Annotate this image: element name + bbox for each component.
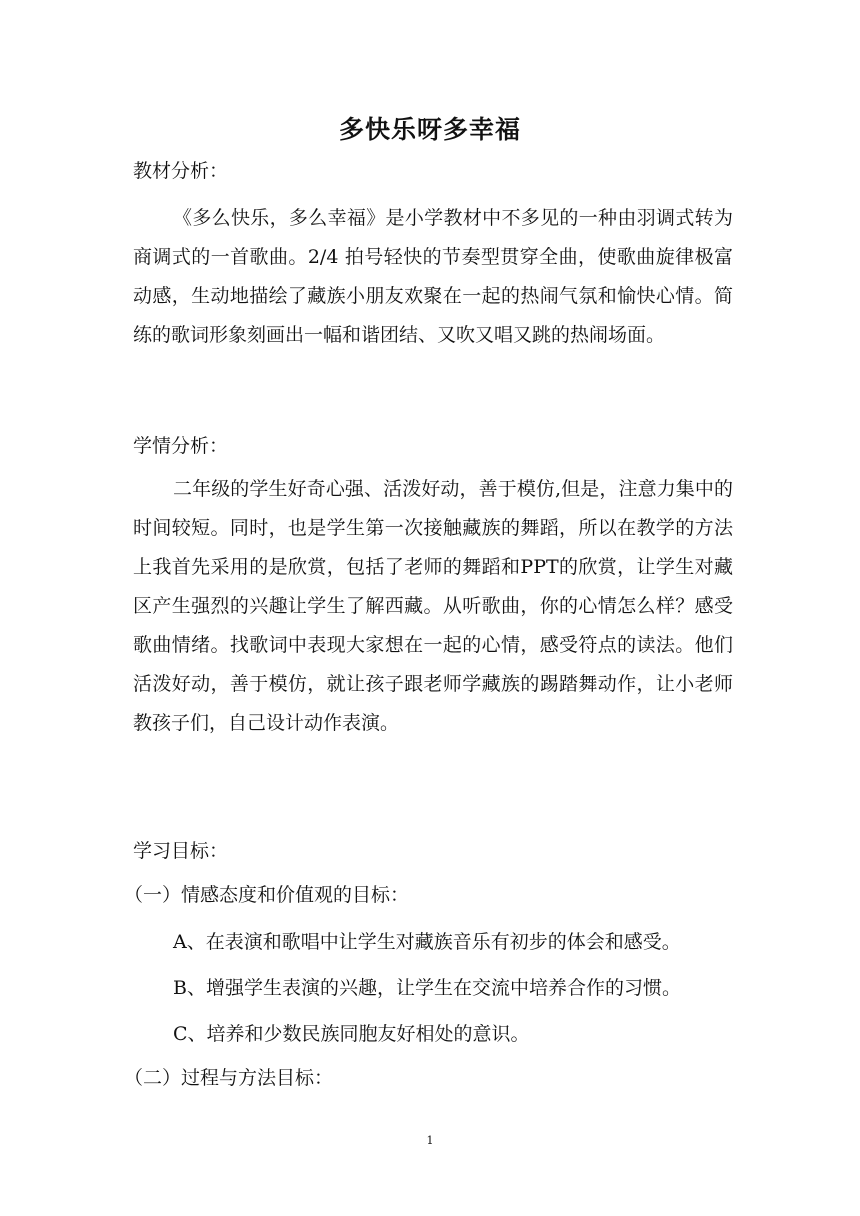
goal-subheading-2: （二）过程与方法目标： xyxy=(124,1067,334,1089)
heading-learning-goals: 学习目标： xyxy=(133,840,229,862)
heading-student-analysis: 学情分析： xyxy=(133,435,229,457)
heading-material-analysis: 教材分析： xyxy=(133,160,229,182)
paragraph-material-analysis: 《多么快乐，多么幸福》是小学教材中不多见的一种由羽调式转为商调式的一首歌曲。2/4 拍号轻快的节奏型贯穿全曲，使歌曲旋律极富动感，生动地描绘了藏族小朋友欢聚在一起的热闹气氛和愉快心情。简练的歌词形象刻画出一幅和谐团结、又吹又唱又跳的热闹场面。 xyxy=(133,207,733,346)
goal-item-b: B、增强学生表演的兴趣，让学生在交流中培养合作的习惯。 xyxy=(173,977,681,999)
paragraph-student-analysis: 二年级的学生好奇心强、活泼好动，善于模仿,但是，注意力集中的时间较短。同时，也是学生第一次接触藏族的舞蹈，所以在教学的方法上我首先采用的是欣赏，包括了老师的舞蹈和PPT的欣赏，让学生对藏区产生强烈的兴趣让学生了解西藏。从听歌曲，你的心情怎么样？感受歌曲情绪。找歌词中表现大家想在一起的心情，感受符点的读法。他们活泼好动，善于模仿，就让孩子跟老师学藏族的踢踏舞动作，让小老师教孩子们，自己设计动作表演。 xyxy=(133,478,733,734)
goal-item-c: C、培养和少数民族同胞友好相处的意识。 xyxy=(173,1023,530,1045)
goal-subheading-1: （一）情感态度和价值观的目标： xyxy=(124,884,410,906)
page-number: 1 xyxy=(426,1134,434,1147)
document-title: 多快乐呀多幸福 xyxy=(338,115,521,144)
goal-item-a: A、在表演和歌唱中让学生对藏族音乐有初步的体会和感受。 xyxy=(173,931,681,953)
